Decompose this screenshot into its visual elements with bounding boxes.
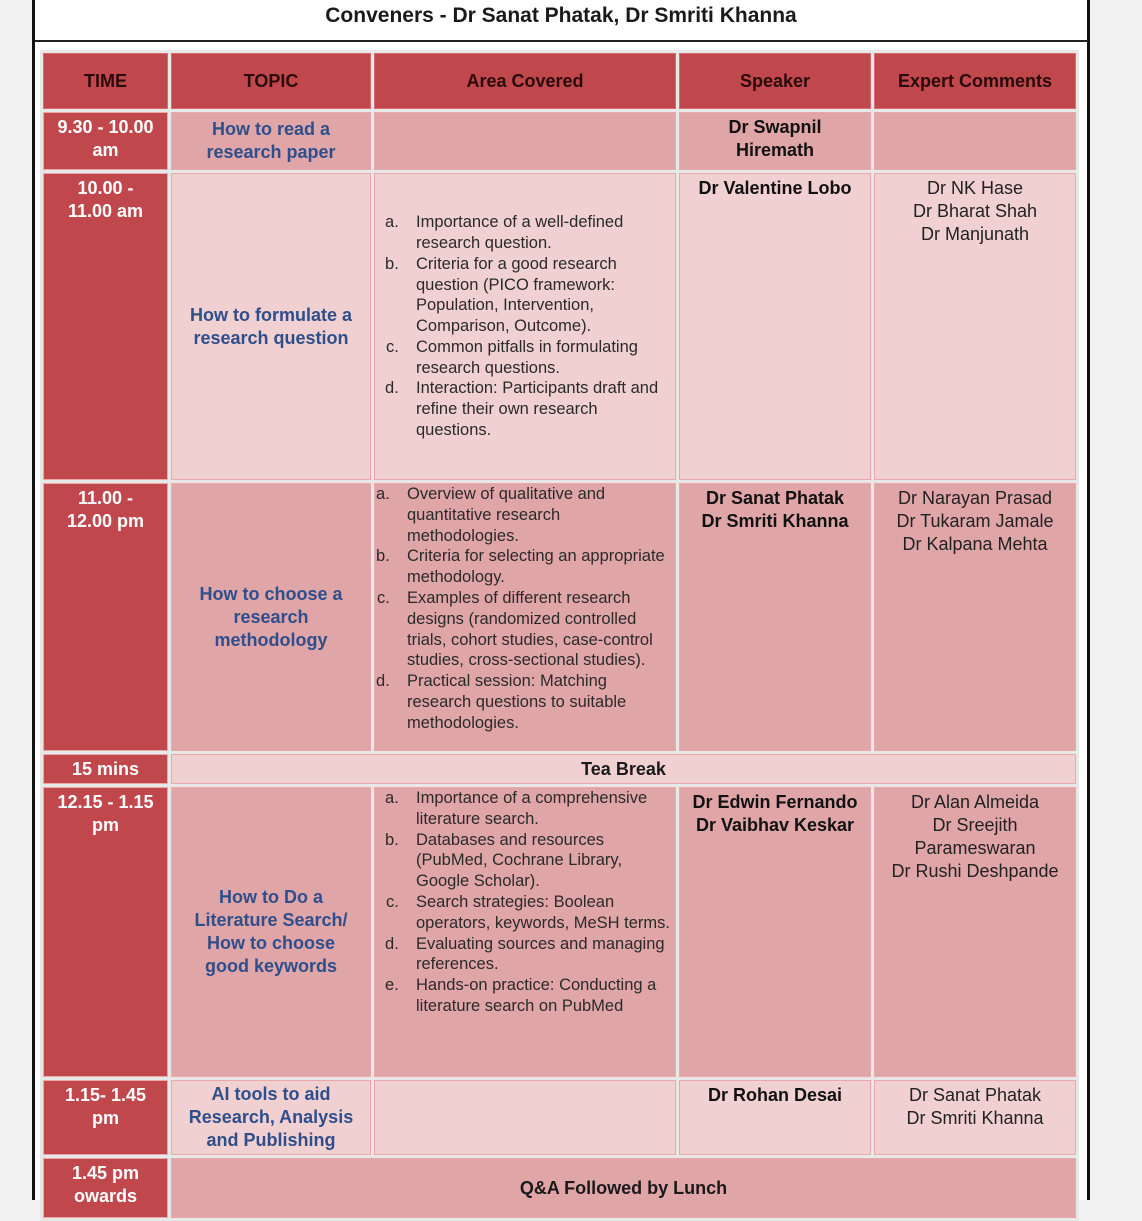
- expert-line: Dr Tukaram Jamale: [896, 511, 1054, 531]
- area-list: [375, 484, 675, 734]
- area-list: [375, 212, 675, 441]
- lunch-time: [43, 1158, 168, 1218]
- topic-cell: [171, 483, 371, 751]
- area-item: b. Criteria for a good research question (PICO framework: Population, Intervention, Comparison, Outcome).: [408, 254, 671, 337]
- table-row: [43, 787, 1076, 1077]
- expert-line: Dr Bharat Shah: [912, 201, 1038, 221]
- time-line: 11.00 -: [77, 488, 134, 508]
- topic-cell: [171, 1080, 371, 1155]
- speaker-line: Dr Vaibhav Keskar: [695, 815, 855, 835]
- area-item: a. Overview of qualitative and quantitative research methodologies.: [399, 484, 671, 546]
- time-cell: [43, 112, 168, 170]
- topic-line: research: [233, 606, 309, 627]
- time-line: 9.30 - 10.00: [57, 117, 154, 137]
- expert-line: Dr Kalpana Mehta: [902, 534, 1048, 554]
- topic-cell: [171, 173, 371, 480]
- time-line: 11.00 am: [67, 201, 144, 221]
- time-line: 10.00 -: [77, 178, 134, 198]
- time-line: 12.15 - 1.15: [57, 792, 154, 812]
- expert-cell: [874, 173, 1076, 480]
- title-divider: [35, 40, 1087, 42]
- time-line: 12.00 pm: [66, 511, 145, 531]
- expert-cell: [874, 483, 1076, 751]
- area-item: c. Examples of different research designs (randomized controlled trials, cohort studies, case-control studies, cross-sectional studies).: [399, 588, 671, 671]
- expert-cell: [874, 112, 1076, 170]
- table-row: [43, 1080, 1076, 1155]
- topic-line: How to choose: [206, 933, 335, 953]
- speaker-cell: [679, 173, 871, 480]
- topic-line: Literature Search/: [194, 910, 348, 930]
- speaker-line: Dr Sanat Phatak: [705, 488, 845, 508]
- area-item: c. Common pitfalls in formulating research questions.: [408, 337, 671, 379]
- time-line: 1.45 pm: [71, 1163, 140, 1183]
- topic-line: AI tools to aid: [211, 1084, 331, 1104]
- expert-line: Dr Rushi Deshpande: [891, 861, 1059, 881]
- expert-cell: [874, 787, 1076, 1077]
- time-line: pm: [92, 1108, 119, 1128]
- topic-line: research paper: [206, 142, 336, 162]
- tea-break-time: 15 mins: [43, 754, 168, 784]
- table-row: [43, 112, 1076, 170]
- speaker-cell: [679, 787, 871, 1077]
- time-line: pm: [92, 815, 119, 835]
- expert-line: Dr Narayan Prasad: [897, 488, 1053, 508]
- lunch-label: Q&A Followed by Lunch: [171, 1158, 1076, 1218]
- topic-cell: [171, 787, 371, 1077]
- topic-line: How to choose a: [199, 583, 343, 604]
- table-row: [43, 173, 1076, 480]
- area-cell: [374, 173, 676, 480]
- header-area-covered: Area Covered: [374, 53, 676, 109]
- topic-line: How to formulate a: [189, 304, 352, 325]
- area-item: b. Criteria for selecting an appropriate methodology.: [399, 546, 671, 588]
- area-cell: [374, 483, 676, 751]
- header-speaker: Speaker: [679, 53, 871, 109]
- header-expert-comments: Expert Comments: [874, 53, 1076, 109]
- topic-line: methodology: [214, 629, 328, 650]
- topic-cell: [171, 112, 371, 170]
- tea-break-row: [43, 754, 1076, 784]
- area-item: c. Search strategies: Boolean operators, keywords, MeSH terms.: [408, 892, 671, 934]
- table-row: [43, 483, 1076, 751]
- time-cell: [43, 787, 168, 1077]
- expert-line: Dr Smriti Khanna: [906, 1108, 1044, 1128]
- schedule-table: [40, 50, 1079, 1221]
- expert-cell: [874, 1080, 1076, 1155]
- header-time: TIME: [43, 53, 168, 109]
- expert-line: Dr Sanat Phatak: [908, 1085, 1042, 1105]
- speaker-line: Hiremath: [735, 140, 815, 160]
- lunch-row: [43, 1158, 1076, 1218]
- area-cell: [374, 1080, 676, 1155]
- topic-line: How to Do a: [219, 887, 323, 907]
- speaker-cell: [679, 1080, 871, 1155]
- area-item: b. Databases and resources (PubMed, Cochrane Library, Google Scholar).: [408, 830, 671, 892]
- conveners-title: Conveners - Dr Sanat Phatak, Dr Smriti Khanna: [325, 4, 797, 27]
- area-item: a. Importance of a well-defined research question.: [408, 212, 671, 254]
- topic-line: and Publishing: [206, 1130, 336, 1150]
- time-line: owards: [73, 1186, 138, 1206]
- area-item: a. Importance of a comprehensive literature search.: [408, 788, 671, 830]
- area-item: d. Practical session: Matching research questions to suitable methodologies.: [399, 671, 671, 733]
- tea-break-label: Tea Break: [171, 754, 1076, 784]
- area-cell: [374, 112, 676, 170]
- area-list: [375, 788, 675, 1017]
- speaker-cell: [679, 483, 871, 751]
- expert-line: Dr NK Hase: [926, 178, 1024, 198]
- speaker-line: Dr Smriti Khanna: [701, 511, 849, 531]
- area-item: d. Evaluating sources and managing references.: [408, 934, 671, 976]
- speaker-line: Dr Rohan Desai: [707, 1085, 843, 1105]
- table-header-row: [43, 53, 1076, 109]
- time-cell: [43, 483, 168, 751]
- topic-line: Research, Analysis: [188, 1107, 354, 1127]
- topic-line: How to read a: [211, 119, 331, 139]
- area-item: e. Hands-on practice: Conducting a literature search on PubMed: [408, 975, 671, 1017]
- expert-line: Dr Sreejith: [932, 815, 1018, 835]
- expert-line: Dr Alan Almeida: [910, 792, 1040, 812]
- area-item: d. Interaction: Participants draft and refine their own research questions.: [408, 378, 671, 440]
- time-line: am: [92, 140, 119, 160]
- area-cell: [374, 787, 676, 1077]
- expert-line: Parameswaran: [914, 838, 1036, 858]
- speaker-line: Dr Edwin Fernando: [692, 792, 858, 812]
- header-topic: TOPIC: [171, 53, 371, 109]
- time-line: 1.15- 1.45: [64, 1085, 147, 1105]
- topic-line: good keywords: [204, 956, 338, 976]
- expert-line: Dr Manjunath: [920, 224, 1030, 244]
- speaker-line: Dr Swapnil: [728, 117, 822, 137]
- time-cell: [43, 173, 168, 480]
- time-cell: [43, 1080, 168, 1155]
- topic-line: research question: [193, 327, 349, 348]
- speaker-cell: [679, 112, 871, 170]
- speaker-line: Dr Valentine Lobo: [698, 178, 852, 198]
